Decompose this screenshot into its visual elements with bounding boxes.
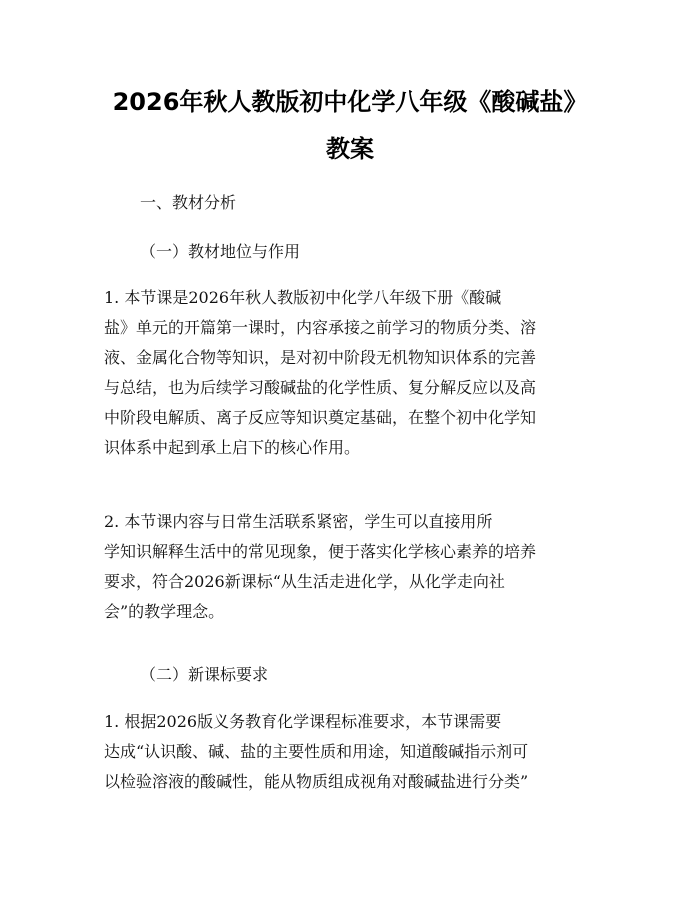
paragraph-1 — [104, 283, 604, 463]
paragraph-3 — [104, 707, 604, 797]
paragraph-line: 盐》单元的开篇第一课时，内容承接之前学习的物质分类、溶 — [104, 318, 537, 337]
paragraph-2 — [104, 507, 604, 627]
paragraph-line: 以检验溶液的酸碱性，能从物质组成视角对酸碱盐进行分类” — [104, 772, 529, 791]
document-title-line-1: 2026年秋人教版初中化学八年级《酸碱盐》 — [112, 88, 588, 116]
paragraph-line: 要求，符合2026新课标“从生活走进化学，从化学走向社 — [104, 572, 505, 591]
paragraph-line: 2. 本节课内容与日常生活联系紧密，学生可以直接用所 — [104, 512, 493, 531]
paragraph-line: 中阶段电解质、离子反应等知识奠定基础，在整个初中化学知 — [104, 408, 537, 427]
paragraph-line: 1. 根据2026版义务教育化学课程标准要求，本节课需要 — [104, 712, 502, 731]
subsection-heading-position-and-role: （一）教材地位与作用 — [140, 242, 301, 261]
paragraph-line: 识体系中起到承上启下的核心作用。 — [104, 438, 361, 457]
paragraph-line: 学知识解释生活中的常见现象，便于落实化学核心素养的培养 — [104, 542, 537, 561]
paragraph-line: 液、金属化合物等知识，是对初中阶段无机物知识体系的完善 — [104, 348, 537, 367]
paragraph-line: 达成“认识酸、碱、盐的主要性质和用途，知道酸碱指示剂可 — [104, 742, 529, 761]
section-heading-textbook-analysis: 一、教材分析 — [140, 193, 237, 212]
paragraph-line: 会”的教学理念。 — [104, 602, 225, 621]
paragraph-line: 与总结，也为后续学习酸碱盐的化学性质、复分解反应以及高 — [104, 378, 537, 397]
paragraph-line: 1. 本节课是2026年秋人教版初中化学八年级下册《酸碱 — [104, 288, 502, 307]
subsection-heading-curriculum-requirements: （二）新课标要求 — [140, 665, 269, 684]
document-title-line-2: 教案 — [326, 135, 374, 163]
